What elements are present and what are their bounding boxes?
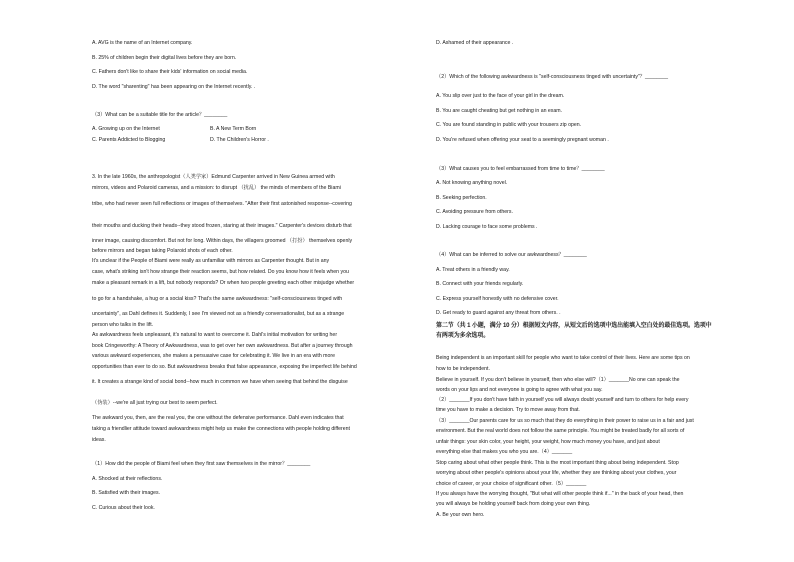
passage-line: ideas. (92, 437, 106, 443)
q3-option-c: C. Parents Addicted to Blogging (92, 137, 166, 143)
question-2-stem: （2）Which of the following awkwardness is "self-consciousness tinged with uncertainty"？________ (436, 74, 669, 80)
passage-line: before mirrors and began taking Polaroid shots of each other. (92, 248, 233, 254)
q4-option-c: C. Express yourself honestly with no defensive cover. (436, 296, 559, 302)
passage-line: time you have to make a decision. Try to move away from that. (436, 407, 580, 413)
passage-line: Stop caring about what other people think. This is the most important thing about being independent. Stop (436, 460, 679, 466)
q4-option-b: B. Connect with your friends regularly. (436, 281, 524, 287)
q1-option-d: D. The word "sharenting" has been appearing on the Internet recently. . (92, 84, 256, 90)
passage-line: book Cringeworthy: A Theory of Awkwardness, was to get over her own awkwardness. But after a journey through (92, 343, 353, 349)
passage-line: various awkward experiences, she makes a persuasive case for celebrating it. We live in an era with more (92, 353, 335, 359)
section-title: 有两项为多余选项。 (436, 333, 490, 339)
q3r-option-d: D. Lacking courage to face some problems . (436, 224, 538, 230)
passage-line: worrying about other people's opinions about your life, whether they are thinking about your clothes, your (436, 470, 677, 476)
q2-option-d: D. You're refused when offering your seat to a seemingly pregnant woman . (436, 137, 609, 143)
passage-line: everything else that makes you who you are.（4）_______ (436, 449, 573, 455)
passage-line: Being independent is an important skill for people who want to take control of their lives. Here are some tips on (436, 355, 690, 361)
q1b-option-c: C. Curious about their look. (92, 505, 155, 511)
passage-line: person who talks in the lift. (92, 322, 154, 328)
q1-option-c: C. Fathers don't like to share their kids' information on social media. (92, 69, 248, 75)
q1b-option-b: B. Satisfied with their images. (92, 490, 161, 496)
passage-line: If you always have the worrying thought, "But what will other people think if..." in the back of your head, then (436, 491, 684, 497)
passage-line: The awkward you, then, are the real you, the one without the defensive performance. Dahl even indicates that (92, 415, 344, 421)
passage-line: Believe in yourself. If you don't believe in yourself, then who else will?（1）_______No one can speak the (436, 377, 680, 383)
passage-line: As awkwardness feels unpleasant, it's natural to want to overcome it. Dahl's initial motivation for writing her (92, 332, 338, 338)
passage-line: （3）_______Our parents care for us so much that they do everything in their power to raise us in a fair and just (436, 418, 694, 424)
passage-line: 3. In the late 1960s, the anthropologist（人类学家）Edmund Carpenter arrived in New Guinea armed with (92, 174, 335, 180)
passage-line: make a pleasant remark in a lift, but nobody responds? Or when two people greeting each other misjudge whether (92, 280, 355, 286)
passage-line: words on your lips and not everyone is going to agree with what you say. (436, 387, 603, 393)
passage-line: A. Be your own hero. (436, 512, 485, 518)
passage-line: （2）_______If you don't have faith in yourself you will always doubt yourself and turn to others for help every (436, 397, 689, 403)
passage-line: choice of career, or your choice of significant other.（5）_______ (436, 481, 587, 487)
q2-option-c: C. You are found standing in public with your trousers zip open. (436, 122, 582, 128)
q3r-option-b: B. Seeking perfection. (436, 195, 487, 201)
section-title: 第二节（共 1 小题，满分 10 分）根据短文内容，从短文后的选项中选出能填入空白处的最佳选项。选项中 (436, 323, 712, 329)
passage-line: to go for a handshake, a hug or a social kiss? That's the same awkwardness: "self-consciousness tinged with (92, 296, 343, 302)
q2-option-b: B. You are caught cheating but get nothing in an exam. (436, 108, 563, 114)
q3-option-a: A. Growing up on the Internet (92, 126, 160, 132)
q3-option-d: D. The Children's Horror . (210, 137, 269, 143)
passage-line: taking a friendlier attitude toward awkwardness might help us make the connections with people holding different (92, 426, 350, 432)
q3-option-b: B. A New Term Born (210, 126, 257, 132)
passage-line: unfair things: your skin color, your height, your weight, how much money you have, and just about (436, 439, 660, 445)
passage-line: tribe, who had never seen full reflections or images of themselves. "After their first astonished response--covering (92, 201, 352, 207)
passage-line: opportunities than ever to do so. But awkwardness breaks that false appearance, exposing the imperfect life behind (92, 364, 357, 370)
passage-line: case, what's striking isn't how strange their reaction seems, but how related. Do you know how it feels when you (92, 269, 349, 275)
question-1-stem: （1）How did the people of Biami feel when they first saw themselves in the mirror？________ (92, 461, 311, 467)
q1b-option-d: D. Ashamed of their appearance . (436, 40, 514, 46)
passage-line: mirrors, videos and Polaroid cameras, and a mission: to disrupt （扰乱） the minds of members of the Biami (92, 185, 341, 191)
q4-option-a: A. Treat others in a friendly way. (436, 267, 510, 273)
q3r-option-c: C. Avoiding pressure from others. (436, 209, 513, 215)
question-3-stem: （3）What causes you to feel embarrassed from time to time？________ (436, 166, 605, 172)
passage-line: you will always be holding yourself back from doing your own thing. (436, 501, 591, 507)
q4-option-d: D. Get ready to guard against any threat from others. . (436, 310, 561, 316)
question-3-stem: （3）What can be a suitable title for the article？________ (92, 112, 228, 118)
question-4-stem: （4）What can be inferred to solve our awkwardness？________ (436, 252, 587, 258)
passage-line: it. It creates a strange kind of social bond--how much in common we have when seeing that behind the disguise (92, 379, 348, 385)
passage-line: uncertainty", as Dahl defines it. Suddenly, I see I'm viewed not as a friendly conversationalist, but as a strange (92, 311, 345, 317)
passage-line: （伪装）--we're all just trying our best to seem perfect. (92, 400, 218, 406)
passage-line: how to be independent. (436, 366, 490, 372)
q3r-option-a: A. Not knowing anything novel. (436, 180, 508, 186)
passage-line: It's unclear if the People of Biami were really as unfamiliar with mirrors as Carpenter thought. But in any (92, 258, 330, 264)
q2-option-a: A. You slip over just to the face of your girl in the dream. (436, 93, 565, 99)
passage-line: inner image, causing discomfort. But not for long. Within days, the villagers groomed （打扮） themselves openly (92, 238, 353, 244)
q1b-option-a: A. Shocked at their reflections. (92, 476, 163, 482)
q1-option-a: A. AVG is the name of an Internet company. (92, 40, 193, 46)
q1-option-b: B. 25% of children begin their digital lives before they are born. (92, 55, 237, 61)
passage-line: their mouths and ducking their heads--they stood frozen, staring at their images." Carpenter's devices disturb that (92, 223, 352, 229)
passage-line: environment. But the real world does not follow the same principle. You might be treated badly for all sorts of (436, 428, 685, 434)
